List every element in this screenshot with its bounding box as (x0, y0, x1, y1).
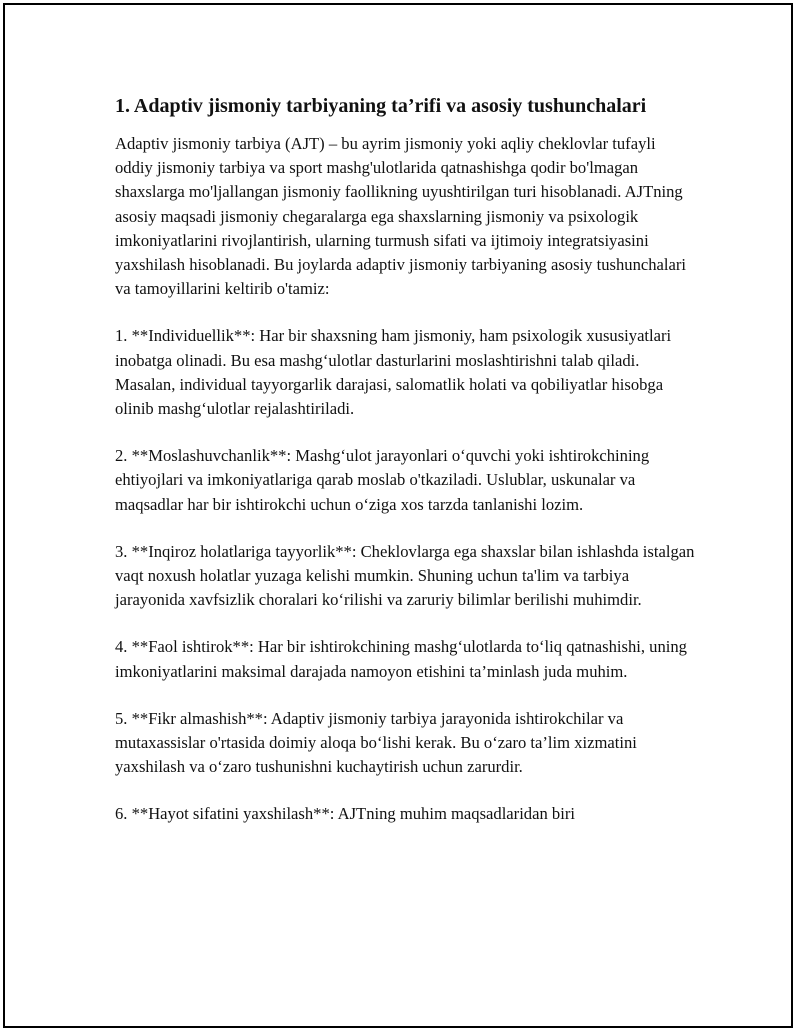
principle-crisis-readiness-paragraph: 3. **Inqiroz holatlariga tayyorlik**: Cheklovlarga ega shaxslar bilan ishlashda istalgan vaqt noxush holatlar yuzaga kelishi mumkin. Shuning uchun ta'lim va tarbiya jarayonida xavfsizlik choralari ko‘rilishi va zaruriy bilimlar berilishi muhimdir. (115, 541, 695, 610)
principle-quality-of-life-paragraph: 6. **Hayot sifatini yaxshilash**: AJTning muhim maqsadlaridan biri (115, 804, 575, 824)
intro-paragraph: Adaptiv jismoniy tarbiya (AJT) – bu ayrim jismoniy yoki aqliy cheklovlar tufayli oddiy jismoniy tarbiya va sport mashg'ulotlarida qatnashishga qodir bo'lmagan shaxslarga mo'ljallangan jismoniy faollikning uyushtirilgan turi hisoblanadi. AJTning asosiy maqsadi jismoniy chegaralarga ega shaxslarning jismoniy va psixologik imkoniyatlarini rivojlantirish, ularning turmush sifati va ijtimoiy integratsiyasini yaxshilash hisoblanadi. Bu joylarda adaptiv jismoniy tarbiyaning asosiy tushunchalari va tamoyillarini keltirib o'tamiz: (115, 134, 687, 299)
principle-feedback-paragraph: 5. **Fikr almashish**: Adaptiv jismoniy tarbiya jarayonida ishtirokchilar va mutaxassislar o'rtasida doimiy aloqa bo‘lishi kerak. Bu o‘zaro ta’lim xizmatini yaxshilash va o‘zaro tushunishni kuchaytirish uchun zarurdir. (115, 708, 637, 777)
principle-individuality-paragraph: 1. **Individuellik**: Har bir shaxsning ham jismoniy, ham psixologik xususiyatlari inobatga olinadi. Bu esa mashg‘ulotlar dasturlarini moslashtirishni talab qiladi. Masalan, individual tayyorgarlik darajasi, salomatlik holati va qobiliyatlar hisobga olinib mashg‘ulotlar rejalashtiriladi. (115, 326, 672, 419)
principle-active-participation-paragraph: 4. **Faol ishtirok**: Har bir ishtirokchining mashg‘ulotlarda to‘liq qatnashishi, uning imkoniyatlarini maksimal darajada namoyon etishini ta’minlash juda muhim. (115, 637, 687, 681)
principle-adaptability-paragraph: 2. **Moslashuvchanlik**: Mashg‘ulot jarayonlari o‘quvchi yoki ishtirokchining ehtiyojlari va imkoniyatlariga qarab moslab o'tkaziladi. Uslublar, uskunalar va maqsadlar har bir ishtirokchi uchun o‘ziga xos tarzda tanlanishi lozim. (115, 446, 650, 514)
section-heading: 1. Adaptiv jismoniy tarbiyaning ta’rifi va asosiy tushunchalari (115, 95, 647, 117)
document-body (115, 90, 695, 850)
